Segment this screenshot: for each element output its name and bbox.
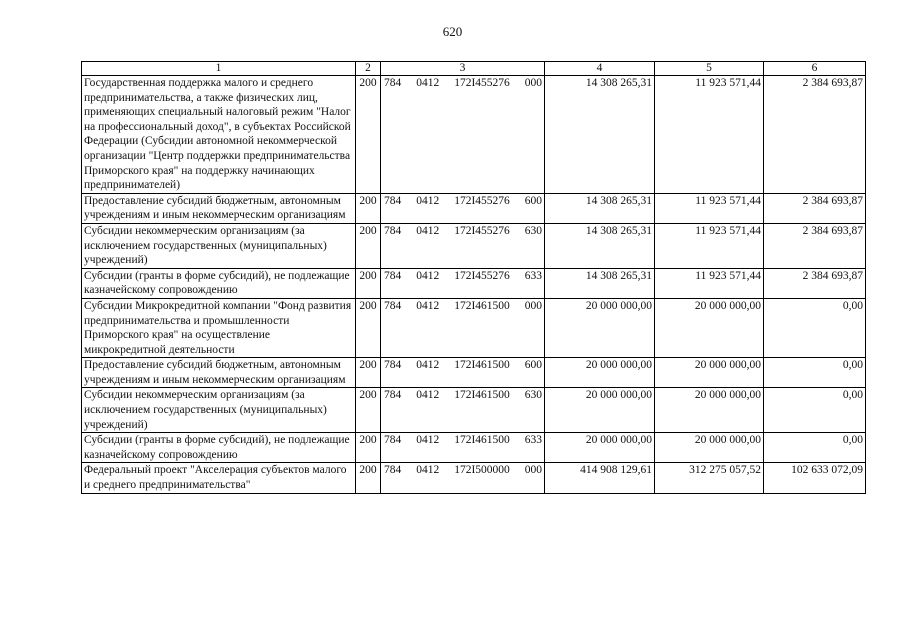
row-col4: 20 000 000,00 xyxy=(545,433,655,463)
row-col6: 2 384 693,87 xyxy=(764,223,866,268)
code-section: 0412 xyxy=(416,224,440,237)
header-cell: 2 xyxy=(356,62,381,76)
row-col6: 2 384 693,87 xyxy=(764,268,866,298)
row-col2: 200 xyxy=(356,433,381,463)
row-name: Субсидии некоммерческим организациям (за исключением государственных (муниципальных) учреждений) xyxy=(82,388,356,433)
code-ministry: 784 xyxy=(384,359,402,372)
code-target: 172I461500 xyxy=(454,389,510,402)
code-type: 600 xyxy=(524,359,542,372)
row-col6: 0,00 xyxy=(764,298,866,357)
row-name: Предоставление субсидий бюджетным, автономным учреждениям и иным некоммерческим организациям xyxy=(82,358,356,388)
row-col2: 200 xyxy=(356,358,381,388)
row-code xyxy=(381,223,545,268)
table-row xyxy=(82,268,866,298)
code-section: 0412 xyxy=(416,359,440,372)
row-col5: 20 000 000,00 xyxy=(655,388,764,433)
row-col5: 20 000 000,00 xyxy=(655,358,764,388)
budget-table xyxy=(81,61,866,494)
row-col2: 200 xyxy=(356,193,381,223)
row-name: Субсидии (гранты в форме субсидий), не подлежащие казначейскому сопровождению xyxy=(82,433,356,463)
code-section: 0412 xyxy=(416,299,440,312)
code-type: 633 xyxy=(524,434,542,447)
row-name: Субсидии Микрокредитной компании "Фонд развития предпринимательства и промышленности Приморского края" на осуществление микрокредитной деятельности xyxy=(82,298,356,357)
row-code xyxy=(381,433,545,463)
header-cell: 3 xyxy=(381,62,545,76)
code-ministry: 784 xyxy=(384,77,402,89)
row-code xyxy=(381,76,545,194)
table-row xyxy=(82,388,866,433)
code-target: 172I461500 xyxy=(454,434,510,447)
row-col4: 14 308 265,31 xyxy=(545,268,655,298)
row-name: Государственная поддержка малого и среднего предпринимательства, а также физических лиц, применяющих специальный налоговый режим "Налог на профессиональный доход", в субъектах Российской Федерации (Субсидии автономной некоммерческой организации "Центр поддержки предпринимательства Приморского края" на поддержку начинающих предпринимателей) xyxy=(82,76,356,194)
row-col5: 312 275 057,52 xyxy=(655,463,764,493)
code-type: 633 xyxy=(524,269,542,282)
header-cell: 1 xyxy=(82,62,356,76)
code-ministry: 784 xyxy=(384,464,402,477)
row-name: Федеральный проект "Акселерация субъектов малого и среднего предпринимательства" xyxy=(82,463,356,493)
code-target: 172I455276 xyxy=(454,224,510,237)
header-cell: 4 xyxy=(545,62,655,76)
code-type: 630 xyxy=(524,389,542,402)
code-section: 0412 xyxy=(416,464,440,477)
row-col6: 2 384 693,87 xyxy=(764,76,866,194)
code-type: 600 xyxy=(524,194,542,207)
code-type: 000 xyxy=(524,464,542,477)
table-header-row xyxy=(82,62,866,76)
header-cell: 5 xyxy=(655,62,764,76)
table-row xyxy=(82,193,866,223)
row-code xyxy=(381,298,545,357)
row-code xyxy=(381,268,545,298)
row-col4: 14 308 265,31 xyxy=(545,76,655,194)
code-target: 172I461500 xyxy=(454,299,510,312)
row-col2: 200 xyxy=(356,76,381,194)
code-section: 0412 xyxy=(416,194,440,207)
code-ministry: 784 xyxy=(384,194,402,207)
code-target: 172I455276 xyxy=(454,194,510,207)
row-col5: 11 923 571,44 xyxy=(655,193,764,223)
row-col2: 200 xyxy=(356,388,381,433)
row-col2: 200 xyxy=(356,268,381,298)
row-col5: 20 000 000,00 xyxy=(655,433,764,463)
code-ministry: 784 xyxy=(384,434,402,447)
row-name: Субсидии некоммерческим организациям (за исключением государственных (муниципальных) учреждений) xyxy=(82,223,356,268)
table-row xyxy=(82,433,866,463)
row-name: Предоставление субсидий бюджетным, автономным учреждениям и иным некоммерческим организациям xyxy=(82,193,356,223)
code-target: 172I461500 xyxy=(454,359,510,372)
code-type: 000 xyxy=(524,77,542,89)
row-code xyxy=(381,358,545,388)
code-section: 0412 xyxy=(416,269,440,282)
row-col2: 200 xyxy=(356,463,381,493)
code-ministry: 784 xyxy=(384,269,402,282)
code-target: 172I455276 xyxy=(454,269,510,282)
row-col6: 0,00 xyxy=(764,388,866,433)
table-row xyxy=(82,358,866,388)
row-code xyxy=(381,193,545,223)
row-col5: 11 923 571,44 xyxy=(655,76,764,194)
row-col6: 102 633 072,09 xyxy=(764,463,866,493)
row-col4: 20 000 000,00 xyxy=(545,388,655,433)
row-code xyxy=(381,463,545,493)
table-row xyxy=(82,298,866,357)
code-target: 172I455276 xyxy=(454,77,510,89)
code-section: 0412 xyxy=(416,389,440,402)
row-code xyxy=(381,388,545,433)
code-ministry: 784 xyxy=(384,224,402,237)
code-ministry: 784 xyxy=(384,299,402,312)
row-col2: 200 xyxy=(356,298,381,357)
row-col5: 11 923 571,44 xyxy=(655,223,764,268)
row-col4: 14 308 265,31 xyxy=(545,193,655,223)
code-type: 630 xyxy=(524,224,542,237)
table-row xyxy=(82,463,866,493)
row-col6: 2 384 693,87 xyxy=(764,193,866,223)
code-type: 000 xyxy=(524,299,542,312)
code-ministry: 784 xyxy=(384,389,402,402)
code-section: 0412 xyxy=(416,434,440,447)
row-col5: 11 923 571,44 xyxy=(655,268,764,298)
row-col5: 20 000 000,00 xyxy=(655,298,764,357)
table-row xyxy=(82,76,866,194)
code-section: 0412 xyxy=(416,77,440,89)
row-col2: 200 xyxy=(356,223,381,268)
row-col4: 14 308 265,31 xyxy=(545,223,655,268)
page-number: 620 xyxy=(442,24,463,39)
table-row xyxy=(82,223,866,268)
row-col4: 20 000 000,00 xyxy=(545,358,655,388)
header-cell: 6 xyxy=(764,62,866,76)
row-col4: 414 908 129,61 xyxy=(545,463,655,493)
row-col6: 0,00 xyxy=(764,358,866,388)
row-col4: 20 000 000,00 xyxy=(545,298,655,357)
row-name: Субсидии (гранты в форме субсидий), не подлежащие казначейскому сопровождению xyxy=(82,268,356,298)
row-col6: 0,00 xyxy=(764,433,866,463)
code-target: 172I500000 xyxy=(454,464,510,477)
